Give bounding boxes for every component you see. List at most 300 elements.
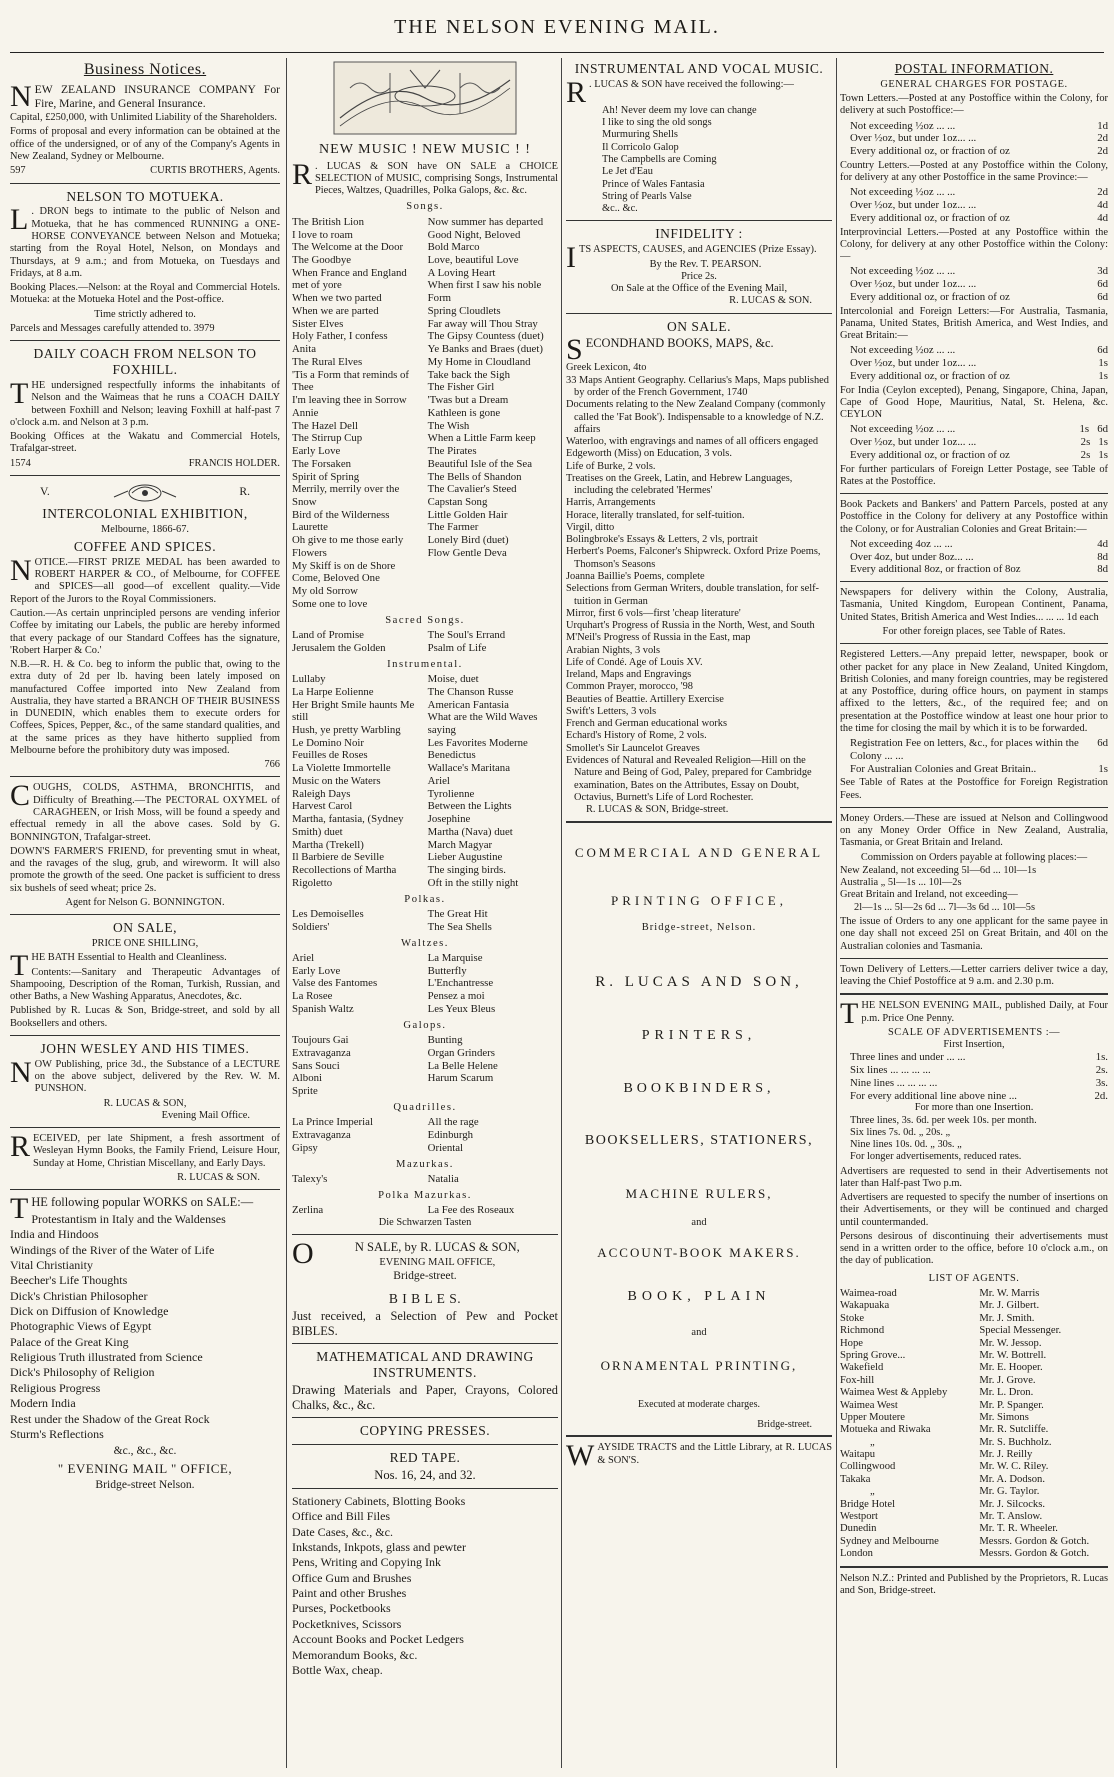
waltzes-heading: Waltzes. (401, 937, 449, 949)
dropcap: N (10, 79, 32, 113)
imprint: Nelson N.Z.: Printed and Published by the Proprietors, R. Lucas and Son, Bridge-street. (840, 1572, 1108, 1596)
list-item: Evidences of Natural and Revealed Religion—Hill on the Nature and Being of God, Paley, prepared for Cambridge examination, Bates on the Attributes, Essay on Doubt, Octavius, Burnett's Life of Lord Rochester. (566, 754, 812, 803)
rate-row (840, 449, 1108, 462)
commission-note: The issue of Orders to any one applicant for the same payee in one day shall not exceed 25l on Great Britain, and 40l on the Australian colonies and Tasmania. (840, 915, 1108, 952)
list-item: Come, Beloved One (292, 572, 380, 585)
songs-list (292, 216, 558, 611)
printing-office-ad (566, 845, 832, 1430)
rate-value: 1d (1097, 119, 1108, 132)
list-item: Between the Lights (427, 800, 512, 813)
agent-place: Dunedin (840, 1523, 877, 1535)
agent-name: Mr. S. Buchholz. (979, 1436, 1052, 1448)
agent-place: Collingwood (840, 1461, 896, 1473)
list-item: La Fee des Roseaux (427, 1204, 515, 1217)
divider (292, 1488, 558, 1489)
list-item: The Bells of Shandon (427, 470, 522, 483)
stationery-list (292, 1494, 558, 1678)
list-item: Beecher's Life Thoughts (10, 1273, 128, 1288)
exhibition-title: INTERCOLONIAL EXHIBITION, (42, 505, 248, 521)
rate-value: 6d (1097, 344, 1108, 357)
rate-value: 3s. (1095, 1076, 1108, 1089)
list-item: Moise, duet (427, 673, 479, 686)
list-item: Oriental (427, 1141, 464, 1154)
agent-name: Mr. L. Dron. (979, 1387, 1034, 1399)
rate-value-ceylon: 6d (1097, 423, 1108, 436)
rate-label: Over ½oz, but under 1oz... ... (850, 278, 977, 291)
list-item: Harum Scarum (427, 1072, 494, 1085)
agent-place: „ (870, 1486, 875, 1498)
rate-row (840, 186, 1108, 199)
list-item: Pens, Writing and Copying Ink (292, 1555, 441, 1570)
list-item: Horace, literally translated, for self-tuition. (566, 509, 745, 521)
ad-publisher: Published by R. Lucas & Son, Bridge-street, and sold by all Booksellers and others. (10, 1005, 280, 1029)
list-item: La Harpe Eolienne (292, 685, 374, 698)
list-item: Paint and other Brushes (292, 1586, 407, 1601)
rate-label: Six lines ... ... ... ... (850, 1064, 931, 1077)
agent-name: Mr. P. Spanger. (979, 1399, 1044, 1411)
insurance-body: Forms of proposal and every information can be obtained at the office of the undersigned, or of any of the Company's Agents in New Zealand, Sydney or Melbourne. (10, 126, 280, 163)
list-item: Pocketknives, Scissors (292, 1616, 402, 1631)
rate-value: 1s (1098, 369, 1108, 382)
list-item: Raleigh Days (292, 787, 351, 800)
list-item: My Home in Cloudland (427, 355, 531, 368)
list-item: Capstan Song (427, 495, 488, 508)
polkas-right (428, 908, 558, 933)
list-item: Inkstands, Inkpots, glass and pewter (292, 1540, 466, 1555)
list-item: The Rural Elves (292, 355, 363, 368)
polkas-list (292, 908, 558, 933)
rate-label: Not exceeding ½oz ... ... (850, 119, 956, 132)
infidelity-ad (566, 226, 832, 307)
galops-list (292, 1034, 558, 1098)
wesley-ad (10, 1041, 280, 1122)
list-item: Religious Progress (10, 1380, 101, 1395)
list-item: Prince of Wales Fantasia (602, 178, 705, 190)
ad-signature-office: Evening Mail Office. (161, 1109, 250, 1121)
ad-title: NELSON TO MOTUEKA. (66, 188, 224, 204)
list-item: Dick's Philosophy of Religion (10, 1365, 155, 1380)
list-item: When France and England met of yore (292, 266, 407, 292)
dropcap: T (10, 1192, 29, 1226)
ad-signature: R. LUCAS & SON. (177, 1171, 260, 1183)
list-item: Spirit of Spring (292, 470, 360, 483)
list-item: Extravaganza (292, 1129, 351, 1142)
crest-letter-right: R. (239, 484, 250, 498)
crest-letter-left: V. (40, 484, 50, 498)
rate-label: For Australian Colonies and Great Britain.. (850, 762, 1037, 775)
rate-value: 2d (1097, 132, 1108, 145)
rate-row (840, 145, 1108, 158)
divider (10, 1189, 280, 1190)
agent-place: Waitapu (840, 1449, 876, 1461)
list-item: Selections from German Writers, double translation, for self-tuition in German (566, 583, 820, 607)
ad-price: PRICE ONE SHILLING, (91, 938, 199, 950)
column-divider (286, 58, 287, 1768)
printing-line: PRINTING OFFICE, (611, 892, 787, 908)
commission-row: Great Britain and Ireland, not exceeding— (840, 889, 1018, 901)
mazurkas-heading: Mazurkas. (396, 1158, 454, 1170)
list-item: La Belle Helene (427, 1059, 498, 1072)
list-item: Les Yeux Bleus (427, 1002, 496, 1015)
ad-intro: . LUCAS & SON have received the following:— (589, 78, 794, 90)
advertising-rates (840, 997, 1108, 1267)
agent-name: Mr. J. Silcocks. (979, 1498, 1046, 1510)
list-item: My Skiff is on de Shore (292, 559, 396, 572)
column-3 (566, 58, 832, 1768)
printing-line: ACCOUNT-BOOK MAKERS. (597, 1245, 801, 1261)
divider (566, 220, 832, 221)
commission-row: Australia „ 5l—1s ... 10l—2s (840, 877, 962, 889)
printing-line: Bridge-street, Nelson. (641, 921, 757, 933)
rate-row (840, 120, 1108, 133)
list-item: Little Golden Hair (427, 508, 508, 521)
list-item: Oft in the stilly night (427, 876, 519, 889)
charges-title: GENERAL CHARGES FOR POSTAGE. (880, 78, 1068, 90)
agents-list (840, 1288, 1108, 1561)
agent-place: Waimea West (840, 1399, 898, 1411)
instrumental-right (428, 673, 558, 889)
dropcap: R (10, 1130, 31, 1164)
agent-name: Mr. T. Anslow. (979, 1511, 1043, 1523)
town-letters: Town Letters.—Posted at any Postoffice within the Colony, for delivery at such Postoffice:— (840, 93, 1108, 117)
rate-row (840, 1090, 1108, 1103)
divider (840, 581, 1108, 582)
list-item: Documents relating to the New Zealand Company (commonly called the 'Fat Book'). Indispensable to a knowledge of N.Z. affairs (566, 399, 826, 435)
agents-places (840, 1288, 979, 1561)
red-tape-heading: RED TAPE. (389, 1450, 461, 1466)
list-item: The Chanson Russe (427, 685, 514, 698)
ad-time: Time strictly adhered to. (94, 308, 196, 320)
scale-repeat (840, 1115, 1108, 1152)
masthead-rule (10, 52, 1104, 53)
commission: Commission on Orders payable at following places:— (860, 851, 1088, 863)
ad-lead: HE BATH Essential to Health and Cleanliness. (31, 952, 227, 964)
printing-line: BOOK, PLAIN (627, 1288, 771, 1304)
ad-title: JOHN WESLEY AND HIS TIMES. (40, 1040, 250, 1056)
wayside-ad: AYSIDE TRACTS and the Little Library, at R. LUCAS & SON'S. (597, 1442, 832, 1466)
mazurkas-list (292, 1173, 558, 1186)
rate-row (840, 1064, 1108, 1077)
sale-ad (292, 1237, 558, 1678)
bibles-heading: B I B L E S. (388, 1290, 462, 1306)
list-item: Ariel (292, 952, 315, 964)
list-item: Laurette (292, 521, 328, 534)
ad-title: ON SALE, (113, 920, 177, 936)
sacred-songs-heading: Sacred Songs. (385, 614, 465, 626)
printing-line: and (691, 1327, 707, 1339)
list-item: 'Twas but a Dream (427, 394, 509, 407)
list-item: The Campbells are Coming (602, 153, 717, 165)
list-item: La Rosee (292, 990, 333, 1003)
list-item: The Pirates (427, 445, 477, 458)
agent-name: Mr. E. Hooper. (979, 1362, 1043, 1374)
list-item: March Magyar (427, 838, 493, 851)
sale-street: Bridge-street. (393, 1269, 457, 1283)
column-4 (840, 58, 1108, 1768)
agent-place: Waimea-road (840, 1288, 897, 1300)
ad-number: 1574 (10, 457, 31, 469)
list-item: Far away will Thou Stray (427, 317, 538, 330)
rate-label: Over 4oz, but under 8oz... ... (850, 550, 974, 563)
instrumental-list (292, 673, 558, 889)
ad-number: 766 (264, 759, 280, 771)
exhibition-subtitle: Melbourne, 1866-67. (100, 523, 190, 535)
copying-heading: COPYING PRESSES. (359, 1423, 491, 1439)
hymns-ad (10, 1130, 280, 1184)
music-engraving-image (330, 58, 520, 138)
agent-place: Richmond (840, 1325, 885, 1337)
rate-row (840, 370, 1108, 383)
list-item: Ye Banks and Braes (duet) (427, 343, 543, 356)
ad-author: By the Rev. T. PEARSON. (649, 258, 762, 270)
rate-row (840, 132, 1108, 145)
commission-row: New Zealand, not exceeding 5l—6d ... 10l—1s (840, 864, 1037, 876)
quadrilles-heading: Quadrilles. (393, 1101, 457, 1113)
list-item: Pensez a moi (427, 990, 485, 1003)
list-item: Talexy's (292, 1173, 328, 1186)
waltzes-right (428, 952, 558, 1016)
dropcap: N (10, 553, 32, 587)
ad-number: 597 (10, 165, 26, 177)
divider (840, 807, 1108, 808)
rate-row (840, 357, 1108, 370)
rate-row (840, 551, 1108, 564)
list-item: Swift's Letters, 3 vols (566, 705, 657, 717)
rate-value: 4d (1097, 211, 1108, 224)
coffee-heading: COFFEE AND SPICES. (73, 539, 217, 555)
list-item: Les Demoiselles (292, 908, 364, 921)
agent-place: Sydney and Melbourne (840, 1535, 939, 1547)
list-item: Alboni (292, 1072, 322, 1085)
country-letters: Country Letters.—Posted at any Postoffice within the Colony, for delivery at any other Postoffice in the same Province:— (840, 159, 1108, 184)
column-divider (836, 58, 837, 1768)
quadrilles-right (428, 1116, 558, 1154)
list-item: Die Schwarzen Tasten (378, 1217, 472, 1229)
ad-sale: On Sale at the Office of the Evening Mail, (610, 283, 788, 295)
intercolonial-letters: Intercolonial and Foreign Letters:—For Australia, Tasmania, Panama, United States, British America, and West Indies, and Great Britain:— (840, 305, 1108, 342)
ad-title: INFIDELITY : (655, 226, 743, 242)
list-item: Palace of the Great King (10, 1334, 129, 1349)
list-item: Date Cases, &c., &c. (292, 1524, 393, 1539)
rate-row (840, 563, 1108, 576)
rate-value: 1s. (1095, 1051, 1108, 1064)
instrumental-vocal-title: INSTRUMENTAL AND VOCAL MUSIC. (574, 61, 824, 76)
list-item: Waterloo, with engravings and names of all officers engaged (566, 436, 819, 448)
dropcap: R (566, 75, 587, 109)
list-item: Greek Lexicon, 4to (566, 362, 647, 374)
list-item: What are the Wild Waves saying (427, 711, 538, 736)
list-item: Life of Condé. Age of Louis XV. (566, 656, 703, 668)
ad-signature: FRANCIS HOLDER. (188, 457, 280, 469)
agent-place: Upper Moutere (840, 1411, 906, 1423)
list-item: Take back the Sigh (427, 368, 510, 381)
list-item: Le Domino Noir (292, 736, 364, 749)
rate-row (840, 265, 1108, 278)
rate-value: 2d (1097, 186, 1108, 199)
list-item: All the rage (427, 1116, 479, 1129)
printing-line: PRINTERS, (641, 1028, 757, 1044)
sacred-right (428, 629, 558, 654)
divider (10, 183, 280, 184)
rate-label: Registration Fee on letters, &c., for places within the Colony ... ... (850, 737, 1079, 762)
list-item: Sturm's Reflections (10, 1426, 104, 1441)
list-item: Martha (Nava) duet (427, 825, 513, 838)
list-item: Natalia (427, 1173, 459, 1186)
ad-signature: R. LUCAS & SON. (729, 295, 812, 307)
rate-label: Every additional oz, or fraction of oz (850, 211, 1010, 224)
dropcap: W (566, 1439, 595, 1473)
new-music-title: NEW MUSIC ! NEW MUSIC ! ! (319, 142, 531, 157)
list-item: Les Favorites Moderne (427, 736, 528, 749)
rate-label: Nine lines ... ... ... ... (850, 1076, 938, 1089)
rate-label: Over ½oz, but under 1oz... ... (850, 357, 977, 370)
dropcap: T (10, 376, 29, 410)
list-item: Early Love (292, 445, 341, 458)
list-item: Bird of the Wilderness (292, 508, 390, 521)
list-item: Spanish Waltz (292, 1002, 354, 1015)
list-item: The Fisher Girl (427, 381, 495, 394)
newspapers-note: For other foreign places, see Table of Rates. (882, 625, 1066, 637)
list-item: I'm leaving thee in Sorrow Annie (292, 394, 407, 419)
ad-booking: Booking Places.—Nelson: at the Royal and Commercial Hotels. Motueka: at the Motueka Hotel and the Post-office. (10, 282, 280, 306)
sacred-left (292, 629, 422, 654)
list-item: Office and Bill Files (292, 1509, 391, 1524)
list-item: Modern India (10, 1396, 76, 1411)
divider (292, 1444, 558, 1445)
rate-label: Not exceeding ½oz ... ... (850, 265, 956, 278)
list-item: When a Little Farm keep (427, 432, 536, 445)
list-item: Photographic Views of Egypt (10, 1319, 152, 1334)
ad-signature: R. LUCAS & SON, Bridge-street. (586, 804, 729, 816)
adv-note: Advertisers are requested to send in their Advertisements not later than Half-past Two p.m. (840, 1165, 1108, 1189)
rate-value: 4d (1097, 199, 1108, 212)
songs-right (428, 216, 558, 611)
agents-names (979, 1288, 1108, 1561)
list-item: Il Barbiere de Seville (292, 851, 385, 864)
ad-lead: ECONDHAND BOOKS, MAPS, &c. (585, 336, 774, 351)
ad-parcels: Parcels and Messages carefully attended to. 3979 (10, 322, 215, 334)
exhibition-ad (10, 481, 280, 772)
works-list (10, 1212, 280, 1442)
agent-name: Mr. Simons (979, 1411, 1029, 1423)
ad-nb: N.B.—R. H. & Co. beg to inform the public that, owing to the extra duty of 2d per lb. having been lately imposed on manufactured Coffee imported into New Zealand from Australia, they have started a BRANCH OF THEIR BUSINESS in DUNEDIN, which enables them to execute orders for Coffees, Spices, Pepper, &c., of the same standard qualities, and at the same prices as they have hitherto supplied from Melbourne before the prohibitory duty was imposed. (10, 659, 280, 756)
list-item: Murmuring Shells (602, 129, 678, 141)
list-item: Ariel (427, 774, 450, 787)
rate-value: 6d (1097, 737, 1108, 750)
divider (840, 993, 1108, 995)
list-item: When first I saw his noble Form (427, 279, 542, 305)
list-item: I love to roam (292, 228, 353, 241)
polka-mazurkas-heading: Polka Mazurkas. (378, 1189, 472, 1201)
scale-repeat-row: Nine lines 10s. 0d. „ 30s. „ (850, 1139, 962, 1151)
rate-row (840, 344, 1108, 357)
ad-body: OTICE.—FIRST PRIZE MEDAL has been awarded to ROBERT HARPER & CO., of Melbourne, for COFFEE and SPICES—all good—of excellent quality.—Vide Report of the Jurors to the Royal Commissioners. (10, 556, 280, 605)
list-item: Love, beautiful Love (427, 254, 519, 267)
ad-body: HE undersigned respectfully informs the inhabitants of Nelson and the Waimeas that he runs a COACH DAILY between Foxhill and Nelson; leaving Foxhill at half-past 7 o'clock a.m. and Nelson at 3 p.m. (10, 379, 280, 428)
rate-value: 8d (1097, 563, 1108, 576)
scale-repeat-row: Six lines 7s. 0d. „ 20s. „ (850, 1126, 951, 1138)
galops-heading: Galops. (403, 1019, 447, 1031)
ad-contents: Contents:—Sanitary and Therapeutic Advantages of Shampooing, Description of the Roman, Turkish, Russian, and other Baths, a New Washing Apparatus, Anecdotes, &c. (10, 966, 280, 1003)
coughs-ad (10, 779, 280, 909)
divider (840, 643, 1108, 644)
column-1 (10, 58, 280, 1768)
list-item: When we are parted (292, 304, 379, 317)
list-item: Ah! Never deem my love can change (602, 104, 757, 116)
list-item: A Loving Heart (427, 266, 496, 279)
list-item: Kathleen is gone (427, 406, 501, 419)
adv-note: Persons desirous of discontinuing their advertisements must send in a written order to the office, before 10 o'clock a.m., on the day of publication. (840, 1230, 1108, 1267)
rate-value: 1s (1079, 423, 1090, 436)
list-item: India and Hindoos (10, 1227, 99, 1242)
list-item: The singing birds. (427, 864, 506, 877)
list-item: Butterfly (427, 964, 467, 977)
music-intro: . LUCAS & SON have ON SALE a CHOICE SELECTION of MUSIC, comprising Songs, Instrumental Pieces, Waltzes, Quadrilles, Polka Galops, &c. &c. (315, 160, 558, 197)
waltzes-list (292, 952, 558, 1016)
list-item: L'Enchantresse (427, 977, 494, 990)
list-item: Jerusalem the Golden (292, 641, 386, 654)
list-item: Virgil, ditto (566, 521, 615, 533)
list-item: I like to sing the old songs (602, 117, 712, 129)
ad-body: OUGHS, COLDS, ASTHMA, BRONCHITIS, and Difficulty of Breathing.—The PECTORAL OXYMEL of CARAGHEEN, or Irish Moss, will be found a speedy and effectual remedy in all the above cases. Sold by G. BONNINGTON, Trafalgar-street. (10, 782, 280, 843)
masthead: THE NELSON EVENING MAIL. (394, 16, 720, 38)
songs-heading: Songs. (406, 201, 444, 213)
interprovincial-letters: Interprovincial Letters.—Posted at any Postoffice within the Colony, for delivery at any other Postoffice within the Colony:— (840, 226, 1108, 263)
agent-name: Special Messenger. (979, 1325, 1062, 1337)
printing-line: ORNAMENTAL PRINTING, (600, 1357, 798, 1373)
dropcap: L (10, 203, 29, 237)
printing-line: COMMERCIAL AND GENERAL (574, 845, 824, 861)
ad-booking: Booking Offices at the Wakatu and Commercial Hotels, Trafalgar-street. (10, 431, 280, 455)
rate-value: 8d (1097, 550, 1108, 563)
insurance-heading: EW ZEALAND INSURANCE COMPANY For Fire, Marine, and General Insurance. (34, 82, 280, 110)
list-item: Bottle Wax, cheap. (292, 1662, 383, 1677)
list-item: The Goodbye (292, 254, 352, 267)
printing-line: BOOKBINDERS, (623, 1080, 775, 1096)
rate-label: Every additional oz, or fraction of oz (850, 290, 1010, 303)
dropcap: N (10, 1055, 32, 1089)
commission-row: 2l—1s ... 5l—2s 6d ... 7l—3s 6d ... 10l—5s (854, 901, 1035, 913)
list-item: Mirror, first 6 vols—first 'cheap literature' (566, 607, 741, 619)
list-item: Beautiful Isle of the Sea (427, 457, 533, 470)
scale-longer: For longer advertisements, reduced rates. (850, 1151, 1022, 1163)
list-item: 33 Maps Antient Geography. Cellarius's Maps, Maps published by order of the French Government, 1740 (566, 374, 829, 399)
sacred-songs-list (292, 629, 558, 654)
rate-row (840, 199, 1108, 212)
divider (292, 1417, 558, 1418)
list-item: Flow Gentle Deva (427, 546, 507, 559)
rate-label: Over ½oz, but under 1oz... ... (850, 436, 977, 449)
rate-row (840, 436, 1108, 449)
ad-etc: &c., &c., &c. (113, 1444, 177, 1458)
rate-row (840, 1051, 1108, 1064)
agent-place: „ (870, 1436, 875, 1448)
list-item: Bolingbroke's Essays & Letters, 2 vls, portrait (566, 534, 758, 546)
list-item: Dick on Diffusion of Knowledge (10, 1303, 169, 1318)
printing-line: R. LUCAS AND SON, (595, 974, 803, 991)
list-item: Gipsy (292, 1141, 318, 1154)
printing-line: Executed at moderate charges. (638, 1398, 760, 1410)
rate-label: Every additional 8oz, or fraction of 8oz (850, 563, 1021, 576)
list-item: Purses, Pocketbooks (292, 1601, 391, 1616)
rate-label: Every additional oz, or fraction of oz (850, 448, 1010, 461)
list-item: Harvest Carol (292, 800, 353, 813)
list-item: Early Love (292, 964, 341, 977)
list-item: Josephine (427, 813, 471, 826)
agent-place: Stoke (840, 1312, 865, 1324)
rate-label: Over ½oz, but under 1oz... ... (850, 199, 977, 212)
column-divider (561, 58, 562, 1768)
